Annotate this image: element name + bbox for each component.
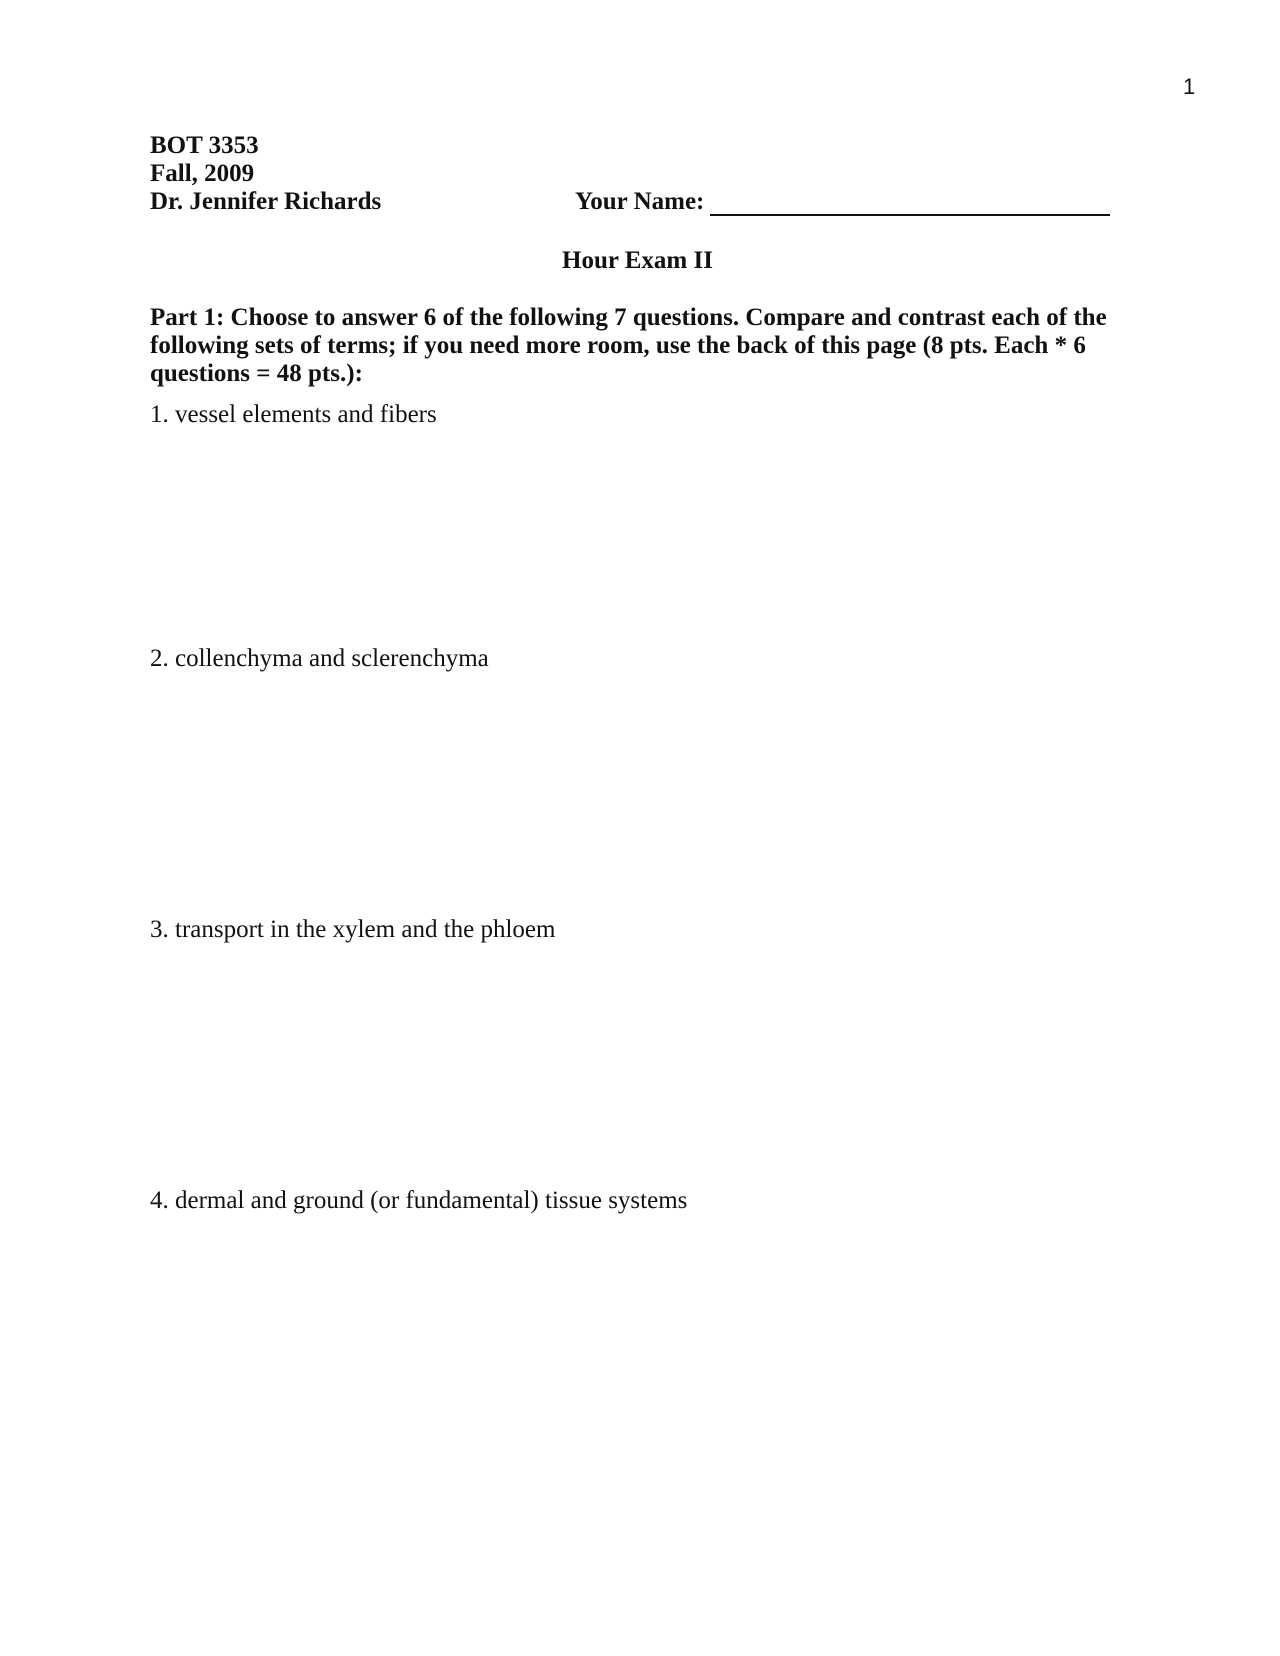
course-code: BOT 3353: [150, 132, 259, 159]
question-4: 4. dermal and ground (or fundamental) tissue systems: [150, 1187, 688, 1214]
part-1-instructions: Part 1: Choose to answer 6 of the following 7 questions. Compare and contrast each of the following sets of terms; if you need more room, use the back of this page (8 pts. Each * 6 questions = 48 pts.):: [150, 304, 1107, 387]
question-1: 1. vessel elements and fibers: [150, 401, 437, 428]
instructor-name: Dr. Jennifer Richards: [150, 188, 382, 215]
page-number: 1: [1183, 74, 1196, 99]
student-name-field: [575, 188, 1110, 216]
student-name-blank[interactable]: [710, 190, 1110, 216]
question-2: 2. collenchyma and sclerenchyma: [150, 645, 489, 672]
term: Fall, 2009: [150, 160, 255, 187]
exam-header: [150, 132, 381, 216]
student-name-label: Your Name:: [575, 188, 705, 215]
exam-title: Hour Exam II: [562, 247, 713, 274]
question-3: 3. transport in the xylem and the phloem: [150, 916, 556, 943]
